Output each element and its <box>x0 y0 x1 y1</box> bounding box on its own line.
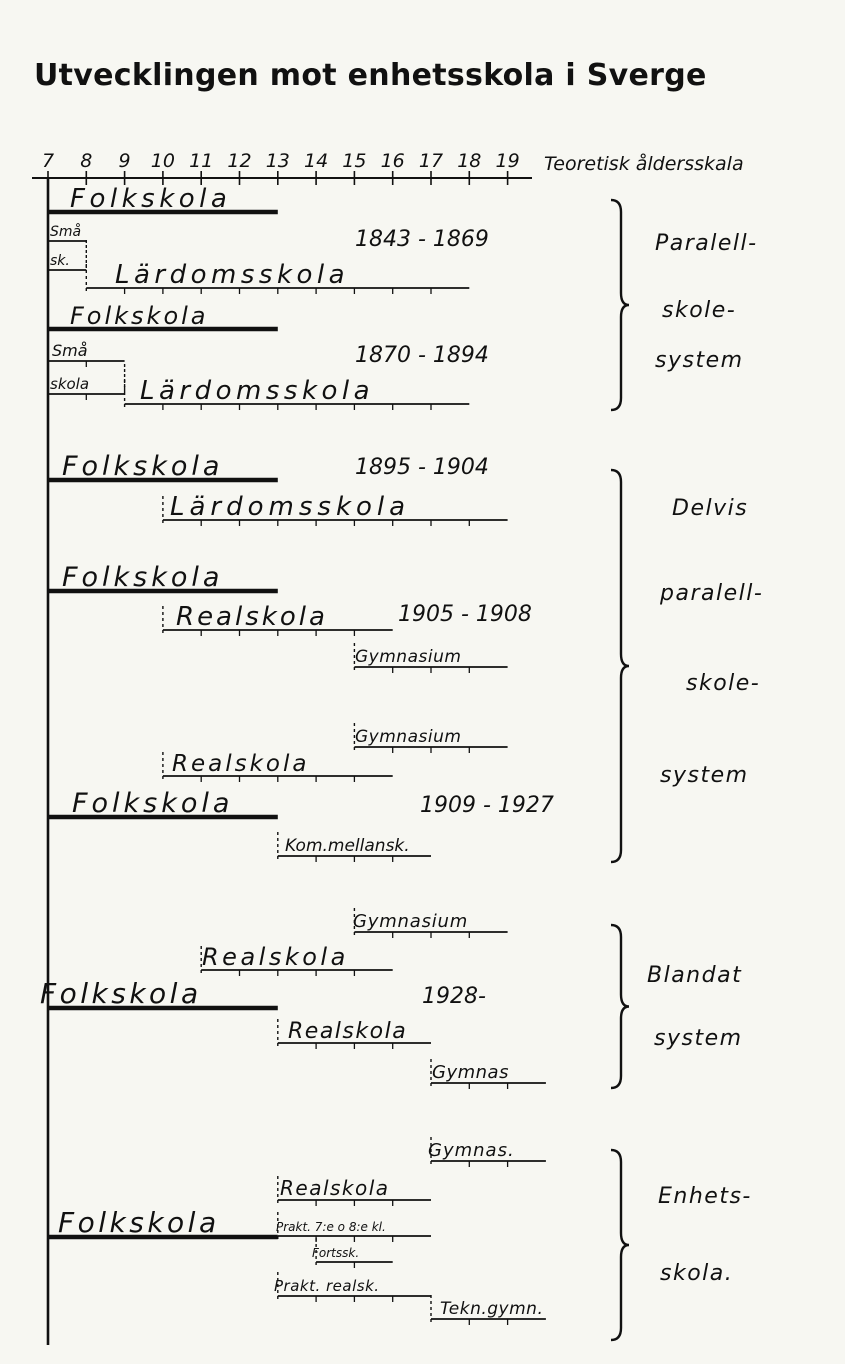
school-label: Folkskola <box>70 184 232 214</box>
school-label: Fortssk. <box>312 1246 360 1260</box>
page-title: Utvecklingen mot enhetsskola i Sverge <box>34 58 707 93</box>
school-label: Små <box>52 341 88 360</box>
school-label: Realskola <box>172 751 310 777</box>
school-label: Kom.mellansk. <box>285 836 410 856</box>
school-label: Tekn.gymn. <box>440 1299 544 1319</box>
school-label: Prakt. realsk. <box>274 1277 380 1295</box>
axis-tick-label: 10 <box>150 150 175 172</box>
axis-tick-label: 17 <box>418 150 444 172</box>
axis-tick-label: 13 <box>265 150 290 172</box>
school-label: Realskola <box>176 602 328 632</box>
period-label: 1905 - 1908 <box>398 602 532 627</box>
axis-tick-label: 11 <box>189 150 214 172</box>
group-label-enhet: Enhets- <box>658 1184 752 1209</box>
school-label: Folkskola <box>62 451 224 482</box>
school-label: Lärdomsskola <box>140 376 375 406</box>
school-label: Folkskola <box>40 977 202 1010</box>
school-label: Realskola <box>280 1176 390 1200</box>
school-label: Folkskola <box>70 302 209 330</box>
axis-tick-label: 16 <box>380 150 405 172</box>
axis-tick-label: 18 <box>457 150 482 172</box>
axis-tick-label: 8 <box>80 150 93 172</box>
axis-tick-label: 7 <box>41 150 55 172</box>
axis-tick-label: 14 <box>304 150 329 172</box>
period-label: 1909 - 1927 <box>420 793 554 818</box>
school-label: Gymnasium <box>353 911 469 932</box>
group-label-delvis: Delvis <box>672 496 749 521</box>
school-label: Gymnasium <box>355 647 462 667</box>
brace-delvis <box>611 470 629 862</box>
school-label: Folkskola <box>58 1206 220 1239</box>
school-label: Realskola <box>202 943 349 971</box>
group-label-blandat: Blandat <box>647 963 743 988</box>
axis-tick-label: 9 <box>118 150 131 172</box>
group-label-delvis: system <box>660 763 749 788</box>
brace-enhet <box>611 1150 629 1340</box>
axis-tick-label: 19 <box>495 150 520 172</box>
school-label: Lärdomsskola <box>170 492 411 522</box>
school-label: Gymnas <box>432 1062 509 1083</box>
group-label-delvis: paralell- <box>660 581 764 606</box>
axis-title: Teoretisk åldersskala <box>544 153 744 175</box>
school-label: Gymnas. <box>428 1140 515 1161</box>
period-label: 1843 - 1869 <box>355 227 489 252</box>
school-label: Prakt. 7:e o 8:e kl. <box>276 1220 386 1234</box>
school-label: Lärdomsskola <box>115 260 350 290</box>
group-label-paralell: skole- <box>662 298 737 323</box>
group-label-enhet: skola. <box>660 1261 734 1286</box>
school-label: Folkskola <box>62 562 224 593</box>
school-label: sk. <box>50 253 70 269</box>
period-label: 1895 - 1904 <box>355 455 489 480</box>
group-label-paralell: Paralell- <box>655 231 758 256</box>
school-label: Små <box>50 224 82 240</box>
school-label: Realskola <box>288 1019 408 1044</box>
school-label: skola <box>50 375 90 393</box>
brace-blandat <box>611 925 629 1088</box>
school-label: Gymnasium <box>355 727 462 747</box>
axis-tick-label: 12 <box>227 150 252 172</box>
group-label-paralell: system <box>655 348 744 373</box>
axis-tick-label: 15 <box>342 150 367 172</box>
group-label-delvis: skole- <box>686 671 761 696</box>
period-label: 1870 - 1894 <box>355 343 489 368</box>
brace-paralell <box>611 200 629 410</box>
school-label: Folkskola <box>72 788 234 819</box>
period-label: 1928- <box>422 984 486 1009</box>
group-label-blandat: system <box>654 1026 743 1051</box>
